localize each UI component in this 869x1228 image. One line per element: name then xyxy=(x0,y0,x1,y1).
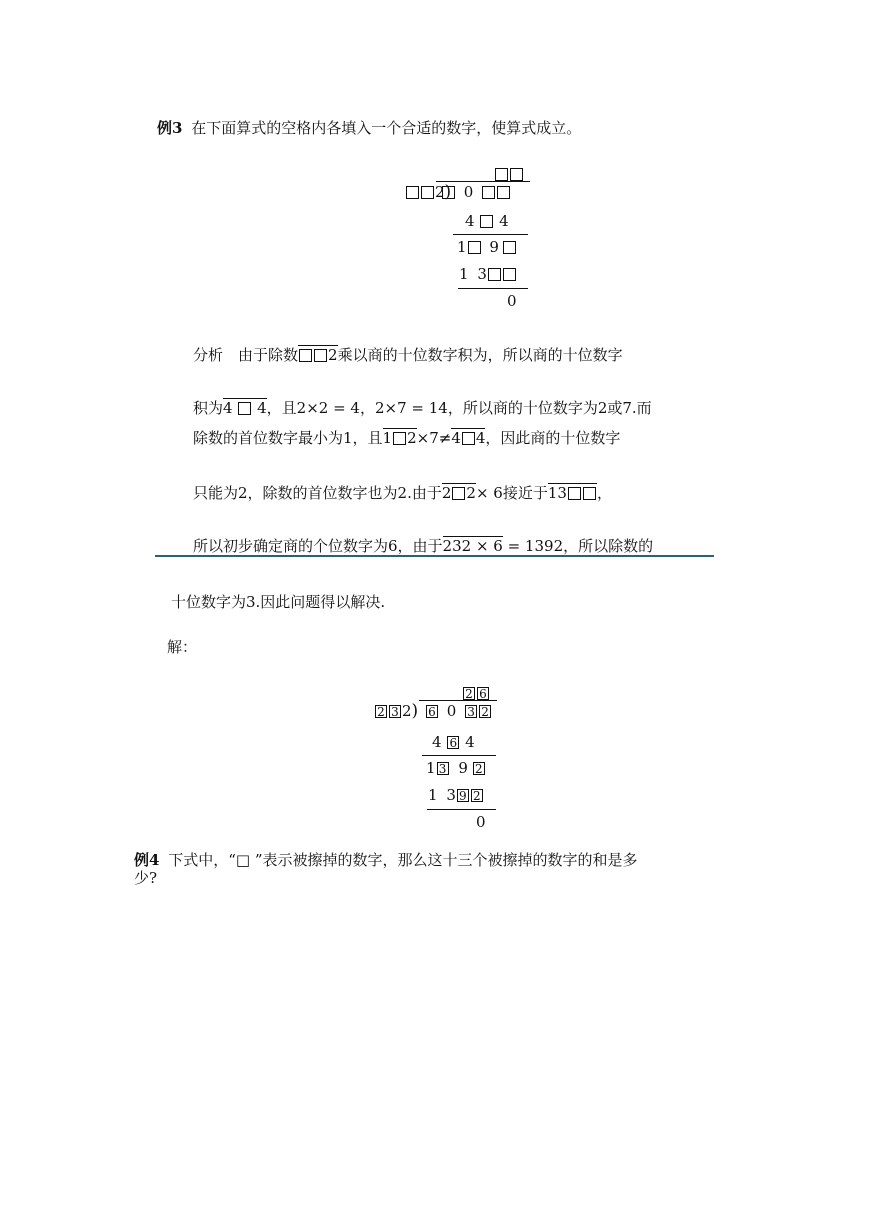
filled-box: 3 xyxy=(437,762,449,775)
analysis-text: 乘以商的十位数字积为，所以商的十位数字 xyxy=(337,346,623,364)
solution-row1 xyxy=(432,733,475,751)
overlined-number xyxy=(442,483,476,502)
row-digit: 4 xyxy=(432,733,442,751)
digit: 4 xyxy=(223,399,233,417)
digit: 1 xyxy=(382,429,393,447)
digit: 13 xyxy=(547,484,567,502)
filled-box: 3 xyxy=(465,705,477,718)
example4-prompt-line2: 少? xyxy=(134,869,158,887)
filled-box: 2 xyxy=(479,705,491,718)
row-digit: 9 xyxy=(458,759,468,777)
filled-box: 6 xyxy=(477,687,489,700)
blank-box xyxy=(314,349,327,362)
analysis-text: ，且2×2 = 4，2×7 = 14，所以商的十位数字为2或7.而 xyxy=(266,399,652,417)
overlined-expression: 232 × 6 xyxy=(442,537,503,555)
row-digit: 4 xyxy=(499,212,509,230)
analysis-line-2 xyxy=(193,398,652,418)
puzzle-row1 xyxy=(465,212,509,230)
divisor-digit: 2 xyxy=(435,183,445,201)
blank-box xyxy=(482,186,495,199)
filled-box: 9 xyxy=(457,789,469,802)
analysis-text: = 1392，所以除数的 xyxy=(502,537,654,555)
blank-box xyxy=(406,186,419,199)
overlined-number xyxy=(298,345,338,364)
filled-box: 2 xyxy=(463,687,475,700)
filled-box: 3 xyxy=(389,705,401,718)
divisor-digit: 2 xyxy=(402,702,412,720)
analysis-text: ，因此商的十位数字 xyxy=(485,429,621,447)
division-bracket: ) xyxy=(411,701,419,721)
example4-prompt: 下式中，“□ ”表示被擦掉的数字，那么这十三个被擦掉的数字的和是多 xyxy=(168,851,638,869)
row-digit: 1 xyxy=(459,265,469,283)
example3-heading xyxy=(157,118,581,138)
digit: 4 xyxy=(451,429,461,447)
example4-heading xyxy=(134,850,638,870)
solution-dividend xyxy=(425,702,492,720)
overlined-number xyxy=(383,428,417,447)
analysis-text: 只能为2，除数的首位数字也为2.由于 xyxy=(193,484,442,502)
filled-box: 6 xyxy=(447,736,459,749)
analysis-text: 分析 由于除数 xyxy=(193,346,299,364)
blank-box xyxy=(299,349,312,362)
blank-box xyxy=(497,186,510,199)
blank-box xyxy=(393,432,406,445)
analysis-line-4 xyxy=(193,483,612,503)
solution-remainder: 0 xyxy=(476,813,486,831)
digit: 4 xyxy=(257,399,267,417)
analysis-line-1 xyxy=(193,345,623,365)
puzzle-remainder: 0 xyxy=(507,292,517,310)
blank-box xyxy=(488,268,501,281)
solution-row2 xyxy=(426,759,486,777)
blank-box xyxy=(510,168,523,181)
subtraction-line xyxy=(453,234,528,235)
puzzle-dividend xyxy=(441,183,511,201)
filled-box: 2 xyxy=(471,789,483,802)
filled-box: 6 xyxy=(426,705,438,718)
subtraction-line xyxy=(458,288,528,289)
blank-box xyxy=(583,487,596,500)
subtraction-line xyxy=(422,755,496,756)
filled-box: 2 xyxy=(375,705,387,718)
analysis-line-5 xyxy=(193,536,653,556)
blank-box xyxy=(442,186,455,199)
solution-row3 xyxy=(428,786,484,804)
blank-box xyxy=(462,432,475,445)
analysis-text: × 6接近于 xyxy=(475,484,548,502)
row-digit: 1 xyxy=(457,238,467,256)
blank-box xyxy=(568,487,581,500)
digit: 2 xyxy=(328,346,338,364)
digit: 2 xyxy=(466,484,476,502)
analysis-text: 除数的首位数字最小为1，且 xyxy=(193,429,383,447)
overlined-number xyxy=(223,398,267,417)
row-digit: 3 xyxy=(446,786,456,804)
section-divider xyxy=(155,555,714,557)
division-bracket: ) xyxy=(444,182,452,202)
analysis-text: ， xyxy=(596,484,612,502)
overlined-number xyxy=(548,483,597,502)
dividend-digit: 0 xyxy=(463,183,474,201)
solution-label: 解： xyxy=(167,638,198,656)
row-digit: 1 xyxy=(428,786,438,804)
solution-divisor xyxy=(374,702,418,720)
analysis-line-6: 十位数字为3.因此问题得以解决. xyxy=(171,593,386,611)
blank-box xyxy=(421,186,434,199)
overlined-number xyxy=(451,428,485,447)
blank-box xyxy=(503,268,516,281)
dividend-digit: 0 xyxy=(446,702,457,720)
row-digit: 4 xyxy=(465,733,475,751)
puzzle-row2 xyxy=(457,238,517,256)
digit: 2 xyxy=(441,484,452,502)
example4-label: 例4 xyxy=(134,851,160,869)
row-digit: 3 xyxy=(477,265,487,283)
blank-box xyxy=(468,241,481,254)
digit: 2 xyxy=(407,429,417,447)
row-digit: 4 xyxy=(465,212,475,230)
subtraction-line xyxy=(427,809,496,810)
digit: 4 xyxy=(475,429,486,447)
analysis-text: ×7≠ xyxy=(416,429,452,447)
blank-box xyxy=(495,168,508,181)
blank-box xyxy=(503,241,516,254)
example3-prompt: 在下面算式的空格内各填入一个合适的数字，使算式成立。 xyxy=(191,119,582,137)
row-digit: 9 xyxy=(489,238,499,256)
blank-box xyxy=(452,487,465,500)
analysis-text: 积为 xyxy=(193,399,224,417)
analysis-line-3 xyxy=(193,428,620,448)
division-bar xyxy=(419,700,497,701)
row-digit: 1 xyxy=(426,759,436,777)
blank-box xyxy=(238,402,251,415)
example3-label: 例3 xyxy=(157,119,183,137)
puzzle-row3 xyxy=(459,265,517,283)
analysis-text: 所以初步确定商的个位数字为6，由于 xyxy=(193,537,443,555)
blank-box xyxy=(480,215,493,228)
filled-box: 2 xyxy=(473,762,485,775)
